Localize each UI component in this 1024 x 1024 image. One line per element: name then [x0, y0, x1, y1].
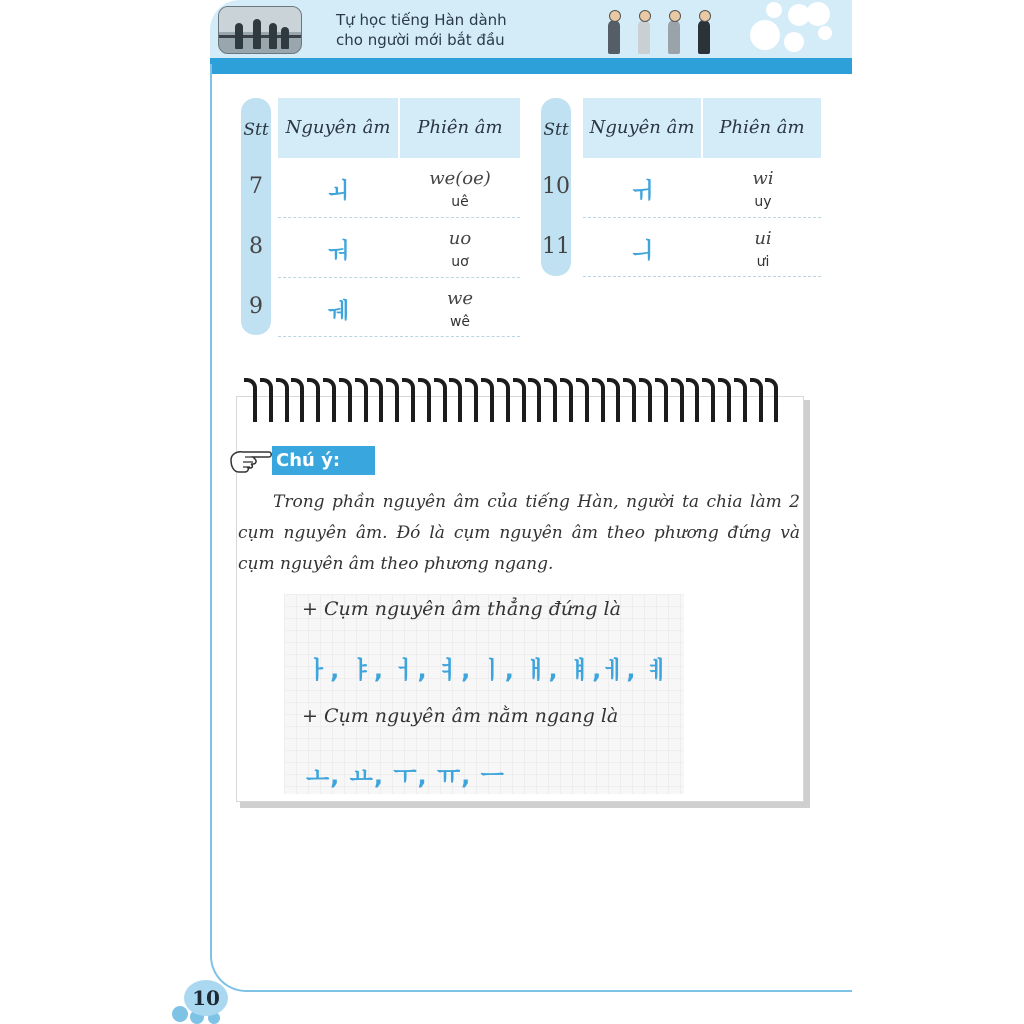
spiral-ring: [702, 378, 715, 422]
col-header-vowel: Nguyên âm: [583, 98, 701, 158]
spiral-ring: [370, 378, 383, 422]
spiral-ring: [355, 378, 368, 422]
header-people-illustration: [600, 6, 720, 54]
row-number: 10: [542, 174, 570, 199]
spiral-ring: [291, 378, 304, 422]
spiral-ring: [260, 378, 273, 422]
horizontal-group-heading: + Cụm nguyên âm nằm ngang là: [302, 705, 619, 727]
col-header-stt: Stt: [543, 120, 569, 140]
vietnamese-reading: uy: [754, 194, 772, 210]
header-photo: [218, 6, 302, 54]
spiral-ring: [607, 378, 620, 422]
spiral-ring: [465, 378, 478, 422]
romanization: wi: [752, 168, 774, 189]
page-number: 10: [184, 980, 228, 1016]
vowel-glyph: ㅝ: [327, 239, 349, 264]
pointing-hand-icon: [229, 446, 273, 474]
spiral-ring: [307, 378, 320, 422]
spiral-ring: [528, 378, 541, 422]
spiral-ring: [276, 378, 289, 422]
vowel-glyph: ㅟ: [631, 179, 653, 204]
vowel-glyph: ㅚ: [327, 179, 349, 204]
vowel-glyph: ㅢ: [631, 239, 653, 264]
notebook-spiral: [244, 378, 784, 422]
spiral-ring: [671, 378, 684, 422]
spiral-ring: [339, 378, 352, 422]
decor-bubble: [818, 26, 832, 40]
note-label: Chú ý:: [272, 446, 375, 475]
decor-bubble: [750, 20, 780, 50]
col-header-phonetic: Phiên âm: [703, 98, 821, 158]
decor-bubble: [784, 32, 804, 52]
spiral-ring: [481, 378, 494, 422]
header-title-line1: Tự học tiếng Hàn dành: [336, 11, 507, 29]
vertical-group-heading: + Cụm nguyên âm thẳng đứng là: [302, 598, 621, 620]
spiral-ring: [765, 378, 778, 422]
spiral-ring: [718, 378, 731, 422]
col-header-phonetic: Phiên âm: [400, 98, 520, 158]
spiral-ring: [323, 378, 336, 422]
horizontal-vowels: ㅗ, ㅛ, ㅜ, ㅠ, ㅡ: [306, 762, 505, 790]
row-number: 7: [249, 174, 263, 199]
row-number: 8: [249, 234, 263, 259]
note-paragraph: Trong phần nguyên âm của tiếng Hàn, người ta chia làm 2 cụm nguyên âm. Đó là cụm nguyên âm theo phương đứng và cụm nguyên âm theo phương ngang.: [238, 492, 800, 574]
row-number: 11: [542, 234, 570, 259]
spiral-ring: [402, 378, 415, 422]
decor-bubble: [172, 1006, 188, 1022]
spiral-ring: [750, 378, 763, 422]
spiral-ring: [497, 378, 510, 422]
romanization: we: [446, 288, 474, 309]
spiral-ring: [734, 378, 747, 422]
row-number: 9: [249, 294, 263, 319]
spiral-ring: [576, 378, 589, 422]
spiral-ring: [513, 378, 526, 422]
vietnamese-reading: wê: [449, 314, 471, 330]
romanization: we(oe): [429, 168, 491, 189]
col-header-vowel: Nguyên âm: [278, 98, 398, 158]
vietnamese-reading: uơ: [451, 254, 469, 270]
spiral-ring: [592, 378, 605, 422]
vietnamese-reading: uê: [451, 194, 469, 210]
col-header-stt: Stt: [243, 120, 269, 140]
spiral-ring: [244, 378, 257, 422]
decor-bubble: [806, 2, 830, 26]
spiral-ring: [639, 378, 652, 422]
spiral-ring: [386, 378, 399, 422]
vertical-vowels: ㅏ, ㅑ, ㅓ, ㅕ, ㅣ, ㅐ, ㅒ,ㅔ, ㅖ: [306, 656, 671, 684]
romanization: ui: [754, 228, 772, 249]
romanization: uo: [448, 228, 472, 249]
header-title: [336, 10, 536, 50]
spiral-ring: [686, 378, 699, 422]
spiral-ring: [449, 378, 462, 422]
spiral-ring: [623, 378, 636, 422]
spiral-ring: [560, 378, 573, 422]
vowel-glyph: ㅞ: [327, 299, 349, 324]
spiral-ring: [418, 378, 431, 422]
header-title-line2: cho người mới bắt đầu: [336, 31, 505, 49]
decor-bubble: [766, 2, 782, 18]
spiral-ring: [655, 378, 668, 422]
spiral-ring: [434, 378, 447, 422]
spiral-ring: [544, 378, 557, 422]
vietnamese-reading: ưi: [756, 254, 770, 270]
